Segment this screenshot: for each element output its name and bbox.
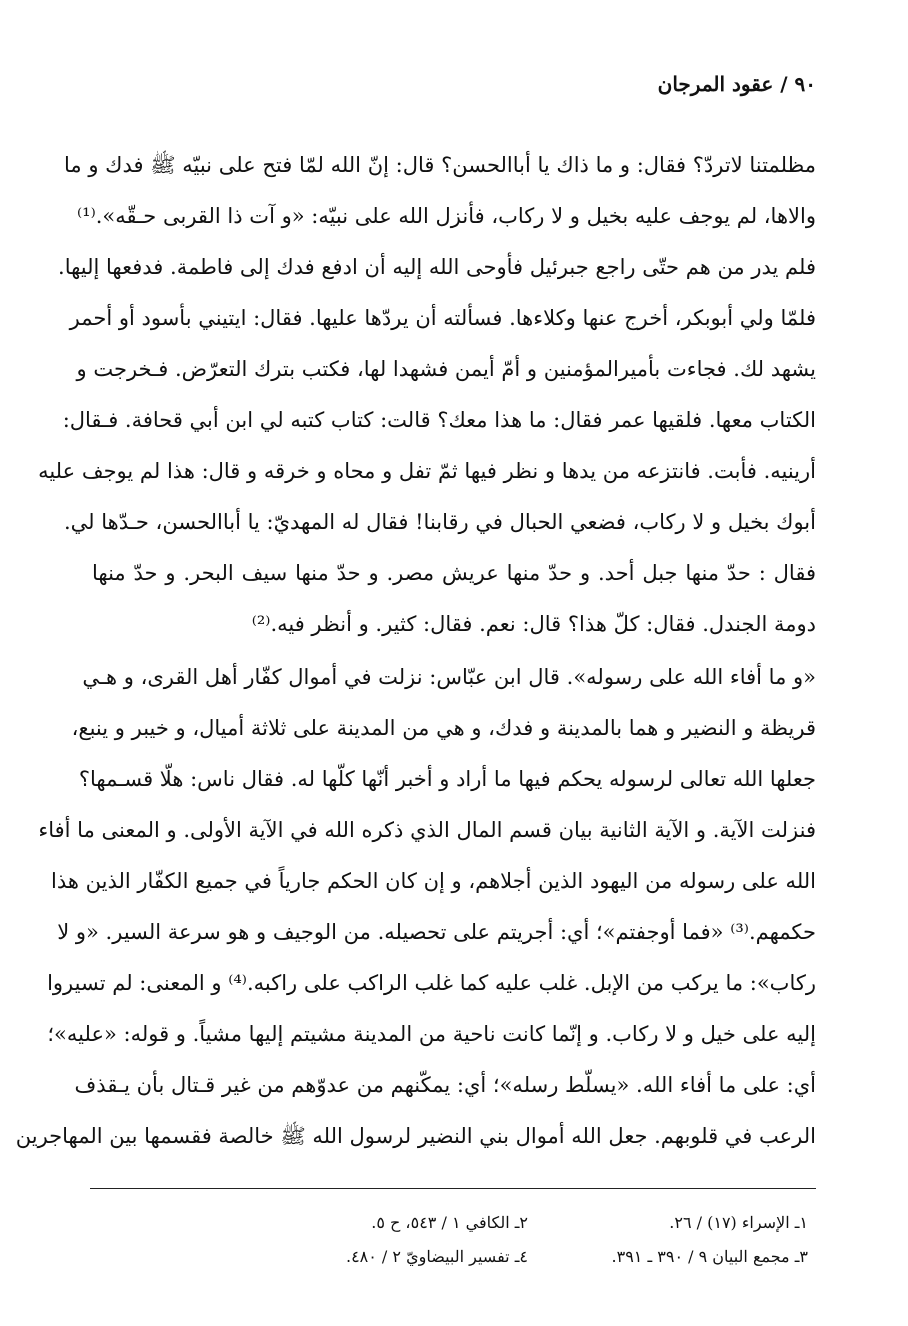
text-line: فقال : حدّ منها جبل أحد. و حدّ منها عريش مصر. و حدّ منها سيف البحر. و حدّ منها xyxy=(92,561,816,585)
text-line: إليه على خيل و لا ركاب. و إنّما كانت ناحية من المدينة مشيتم إليها مشياً. و قوله: «عليه»؛ xyxy=(47,1022,816,1046)
text-line: الرعب في قلوبهم. جعل الله أموال بني النضير لرسول الله ﷺ خالصة فقسمها بين المهاجرين xyxy=(15,1124,816,1148)
footnote-row xyxy=(248,1240,808,1274)
footnote-row xyxy=(248,1206,808,1240)
footnote-1: ١ـ الإسراء (١٧) / ٢٦. xyxy=(669,1213,808,1232)
text-line: أبوك بخيل و لا ركاب، فضعي الحبال في رقابنا! فقال له المهديّ: يا أباالحسن، حـدّها لي. xyxy=(64,510,816,534)
text-line: دومة الجندل. فقال: كلّ هذا؟ قال: نعم. فقال: كثير. و أنظر فيه.⁽²⁾ xyxy=(251,612,816,636)
text-line: حكمهم.⁽³⁾ «فما أوجفتم»؛ أي: أجريتم على تحصيله. من الوجيف و هو سرعة السير. «و لا xyxy=(57,920,816,944)
body-text xyxy=(15,140,816,1162)
footnote-3: ٣ـ مجمع البيان ٩ / ٣٩٠ ـ ٣٩١. xyxy=(611,1247,808,1266)
text-line: فلمّا ولي أبوبكر، أخرج عنها وكلاءها. فسألته أن يردّها عليها. فقال: ايتيني بأسود أو أحمر xyxy=(69,306,816,330)
footnotes xyxy=(248,1206,808,1274)
text-line: فلم يدر من هم حتّى راجع جبرئيل فأوحى الله إليه أن ادفع فدك إلى فاطمة. فدفعها إليها. xyxy=(58,255,816,279)
text-line: «و ما أفاء الله على رسوله». قال ابن عبّاس: نزلت في أموال كفّار أهل القرى، و هـي xyxy=(82,665,816,689)
text-line: والاها، لم يوجف عليه بخيل و لا ركاب، فأنزل الله على نبيّه: «و آت ذا القربى حـقّه».⁽¹⁾ xyxy=(77,204,816,228)
text-line: ركاب»: ما يركب من الإبل. غلب عليه كما غلب الراكب على راكبه.⁽⁴⁾ و المعنى: لم تسيروا xyxy=(47,971,816,995)
text-line: قريظة و النضير و هما بالمدينة و فدك، و هي من المدينة على ثلاثة أميال، و خيبر و ينبع، xyxy=(71,716,816,740)
footnote-separator xyxy=(90,1188,816,1189)
text-line: الكتاب معها. فلقيها عمر فقال: ما هذا معك؟ قالت: كتاب كتبه لي ابن أبي قحافة. فـقال: xyxy=(62,408,816,432)
text-line: مظلمتنا لاتردّ؟ فقال: و ما ذاك يا أباالحسن؟ قال: إنّ الله لمّا فتح على نبيّه ﷺ فدك و ما xyxy=(64,153,816,177)
text-line: جعلها الله تعالى لرسوله يحكم فيها ما أراد و أخبر أنّها كلّها له. فقال ناس: هلّا قسـمها؟ xyxy=(78,767,816,791)
text-line: أرينيه. فأبت. فانتزعه من يدها و نظر فيها ثمّ تفل و محاه و خرقه و قال: هذا لم يوجف عليه xyxy=(38,459,816,483)
text-line: الله على رسوله من اليهود الذين أجلاهم، و إن كان الحكم جارياً في جميع الكفّار الذين هذا xyxy=(51,869,816,893)
text-line: يشهد لك. فجاءت بأميرالمؤمنين و أمّ أيمن فشهدا لها، فكتب بترك التعرّض. فـخرجت و xyxy=(76,357,816,381)
text-line: فنزلت الآية. و الآية الثانية بيان قسم المال الذي ذكره الله في الآية الأولى. و المعنى ما أفاء xyxy=(38,818,816,842)
text-line: أي: على ما أفاء الله. «يسلّط رسله»؛ أي: يمكّنهم من عدوّهم من غير قـتال بأن يـقذف xyxy=(74,1073,816,1097)
running-header: ٩٠ / عقود المرجان xyxy=(657,72,816,96)
footnote-2: ٢ـ الكافي ١ / ٥٤٣، ح ٥. xyxy=(371,1213,528,1232)
footnote-4: ٤ـ تفسير البيضاويّ ٢ / ٤٨٠. xyxy=(345,1247,528,1266)
